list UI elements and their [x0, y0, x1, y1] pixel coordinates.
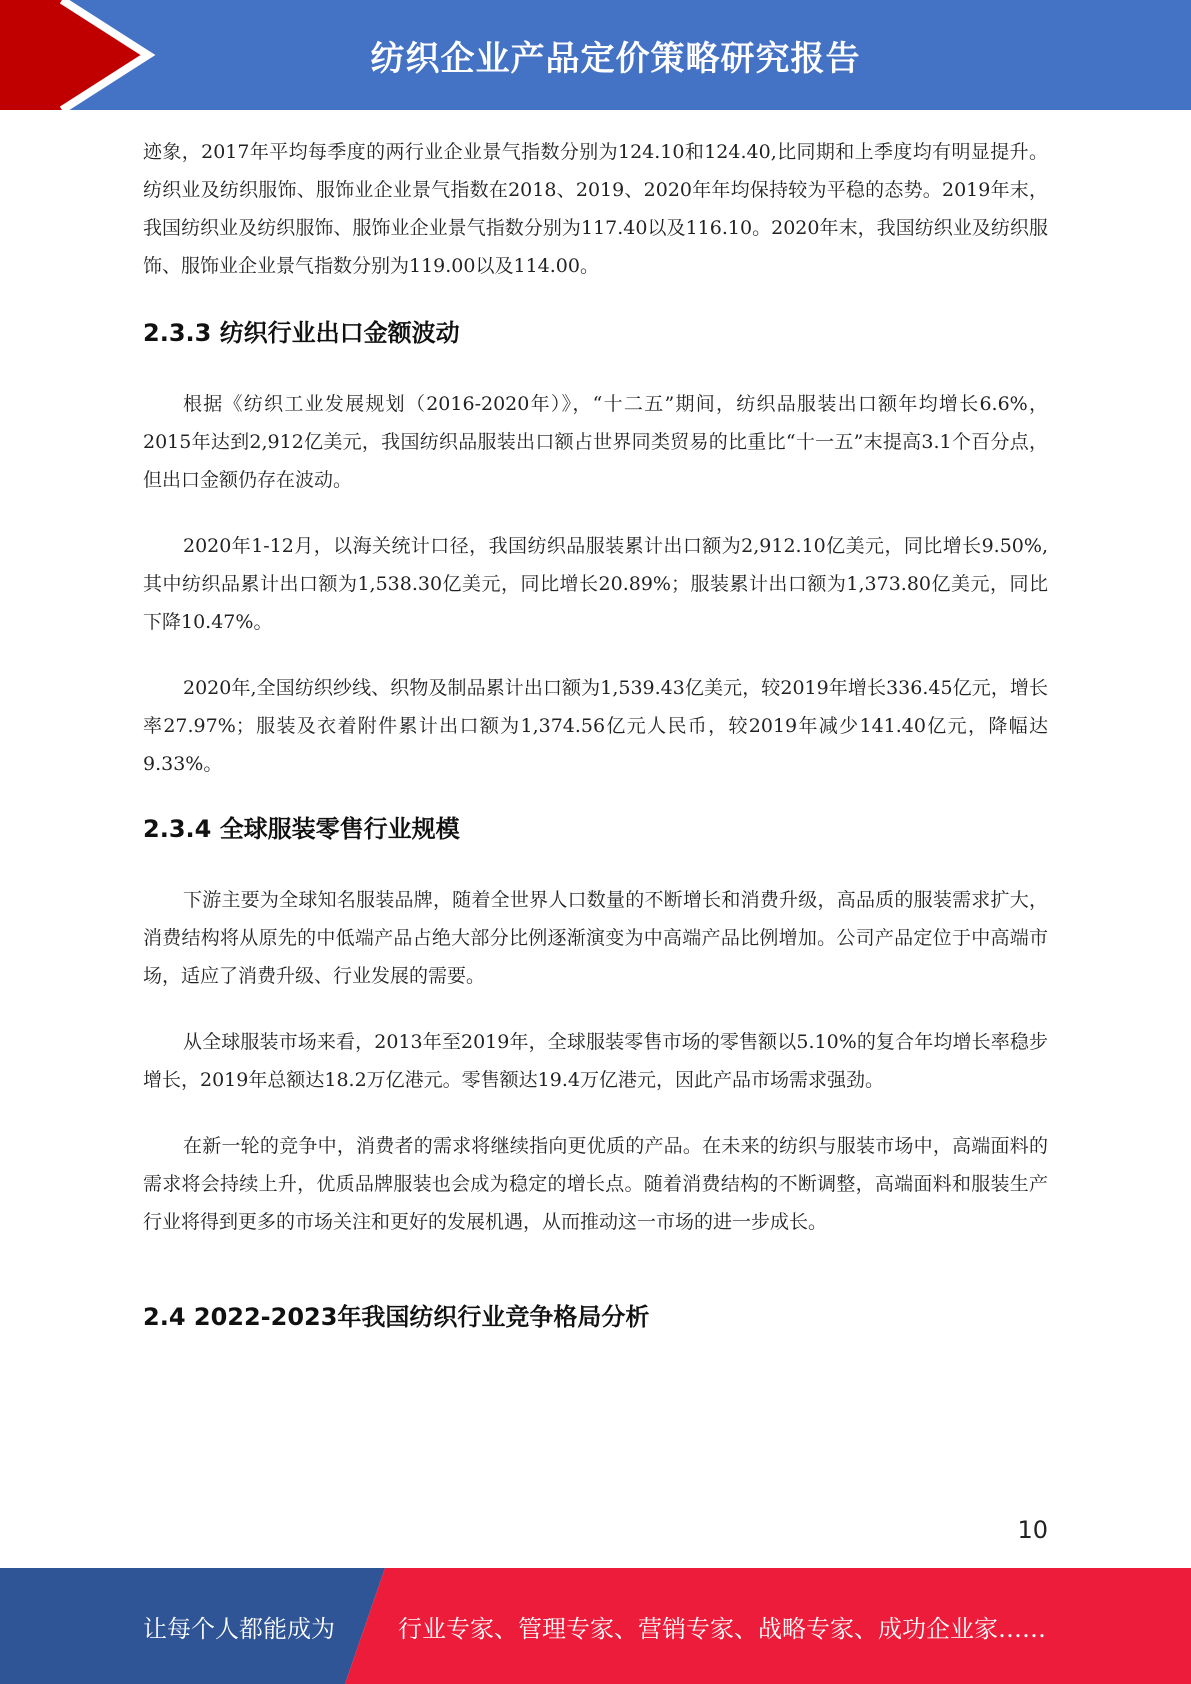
paragraph-2-3-3-1: 根据《纺织工业发展规划（2016-2020年）》，“十二五”期间，纺织品服装出口额年均增长6.6%，2015年达到2,912亿美元，我国纺织品服装出口额占世界同类贸易的比重比“十一五”末提高3.1个百分点，但出口金额仍存在波动。: [143, 393, 1048, 491]
page-content: [143, 133, 1048, 1335]
page-header: [0, 0, 1191, 110]
footer-slogan-left: 让每个人都能成为: [143, 1614, 335, 1643]
page-footer: [0, 1568, 1191, 1684]
footer-slogan-right: 行业专家、管理专家、营销专家、战略专家、成功企业家……: [398, 1614, 1046, 1643]
section-heading-2-3-4: 2.3.4 全球服装零售行业规模: [143, 815, 460, 843]
report-title: 纺织企业产品定价策略研究报告: [370, 38, 861, 79]
paragraph-2-3-4-2: 从全球服装市场来看，2013年至2019年，全球服装零售市场的零售额以5.10%的复合年均增长率稳步增长，2019年总额达18.2万亿港元。零售额达19.4万亿港元，因此产品市场需求强劲。: [143, 1031, 1048, 1091]
paragraph-2-3-4-3: 在新一轮的竞争中，消费者的需求将继续指向更优质的产品。在未来的纺织与服装市场中，高端面料的需求将会持续上升，优质品牌服装也会成为稳定的增长点。随着消费结构的不断调整，高端面料和服装生产行业将得到更多的市场关注和更好的发展机遇，从而推动这一市场的进一步成长。: [143, 1135, 1048, 1233]
section-heading-2-3-3: 2.3.3 纺织行业出口金额波动: [143, 319, 460, 347]
paragraph-2-3-3-2: 2020年1-12月，以海关统计口径，我国纺织品服装累计出口额为2,912.10亿美元，同比增长9.50%,其中纺织品累计出口额为1,538.30亿美元，同比增长20.89%；服装累计出口额为1,373.80亿美元，同比下降10.47%。: [143, 535, 1048, 633]
section-heading-2-4: 2.4 2022-2023年我国纺织行业竞争格局分析: [143, 1303, 650, 1331]
page-number: 10: [1017, 1516, 1048, 1544]
intro-paragraph: 迹象，2017年平均每季度的两行业企业景气指数分别为124.10和124.40,比同期和上季度均有明显提升。纺织业及纺织服饰、服饰业企业景气指数在2018、2019、2020年年均保持较为平稳的态势。2019年末，我国纺织业及纺织服饰、服饰业企业景气指数分别为117.40以及116.10。2020年末，我国纺织业及纺织服饰、服饰业企业景气指数分别为119.00以及114.00。: [143, 141, 1048, 277]
paragraph-2-3-3-3: 2020年,全国纺织纱线、织物及制品累计出口额为1,539.43亿美元，较2019年增长336.45亿元，增长率27.97%；服装及衣着附件累计出口额为1,374.56亿元人民币，较2019年减少141.40亿元，降幅达9.33%。: [143, 677, 1048, 775]
paragraph-2-3-4-1: 下游主要为全球知名服装品牌，随着全世界人口数量的不断增长和消费升级，高品质的服装需求扩大，消费结构将从原先的中低端产品占绝大部分比例逐渐演变为中高端产品比例增加。公司产品定位于中高端市场，适应了消费升级、行业发展的需要。: [143, 889, 1048, 987]
